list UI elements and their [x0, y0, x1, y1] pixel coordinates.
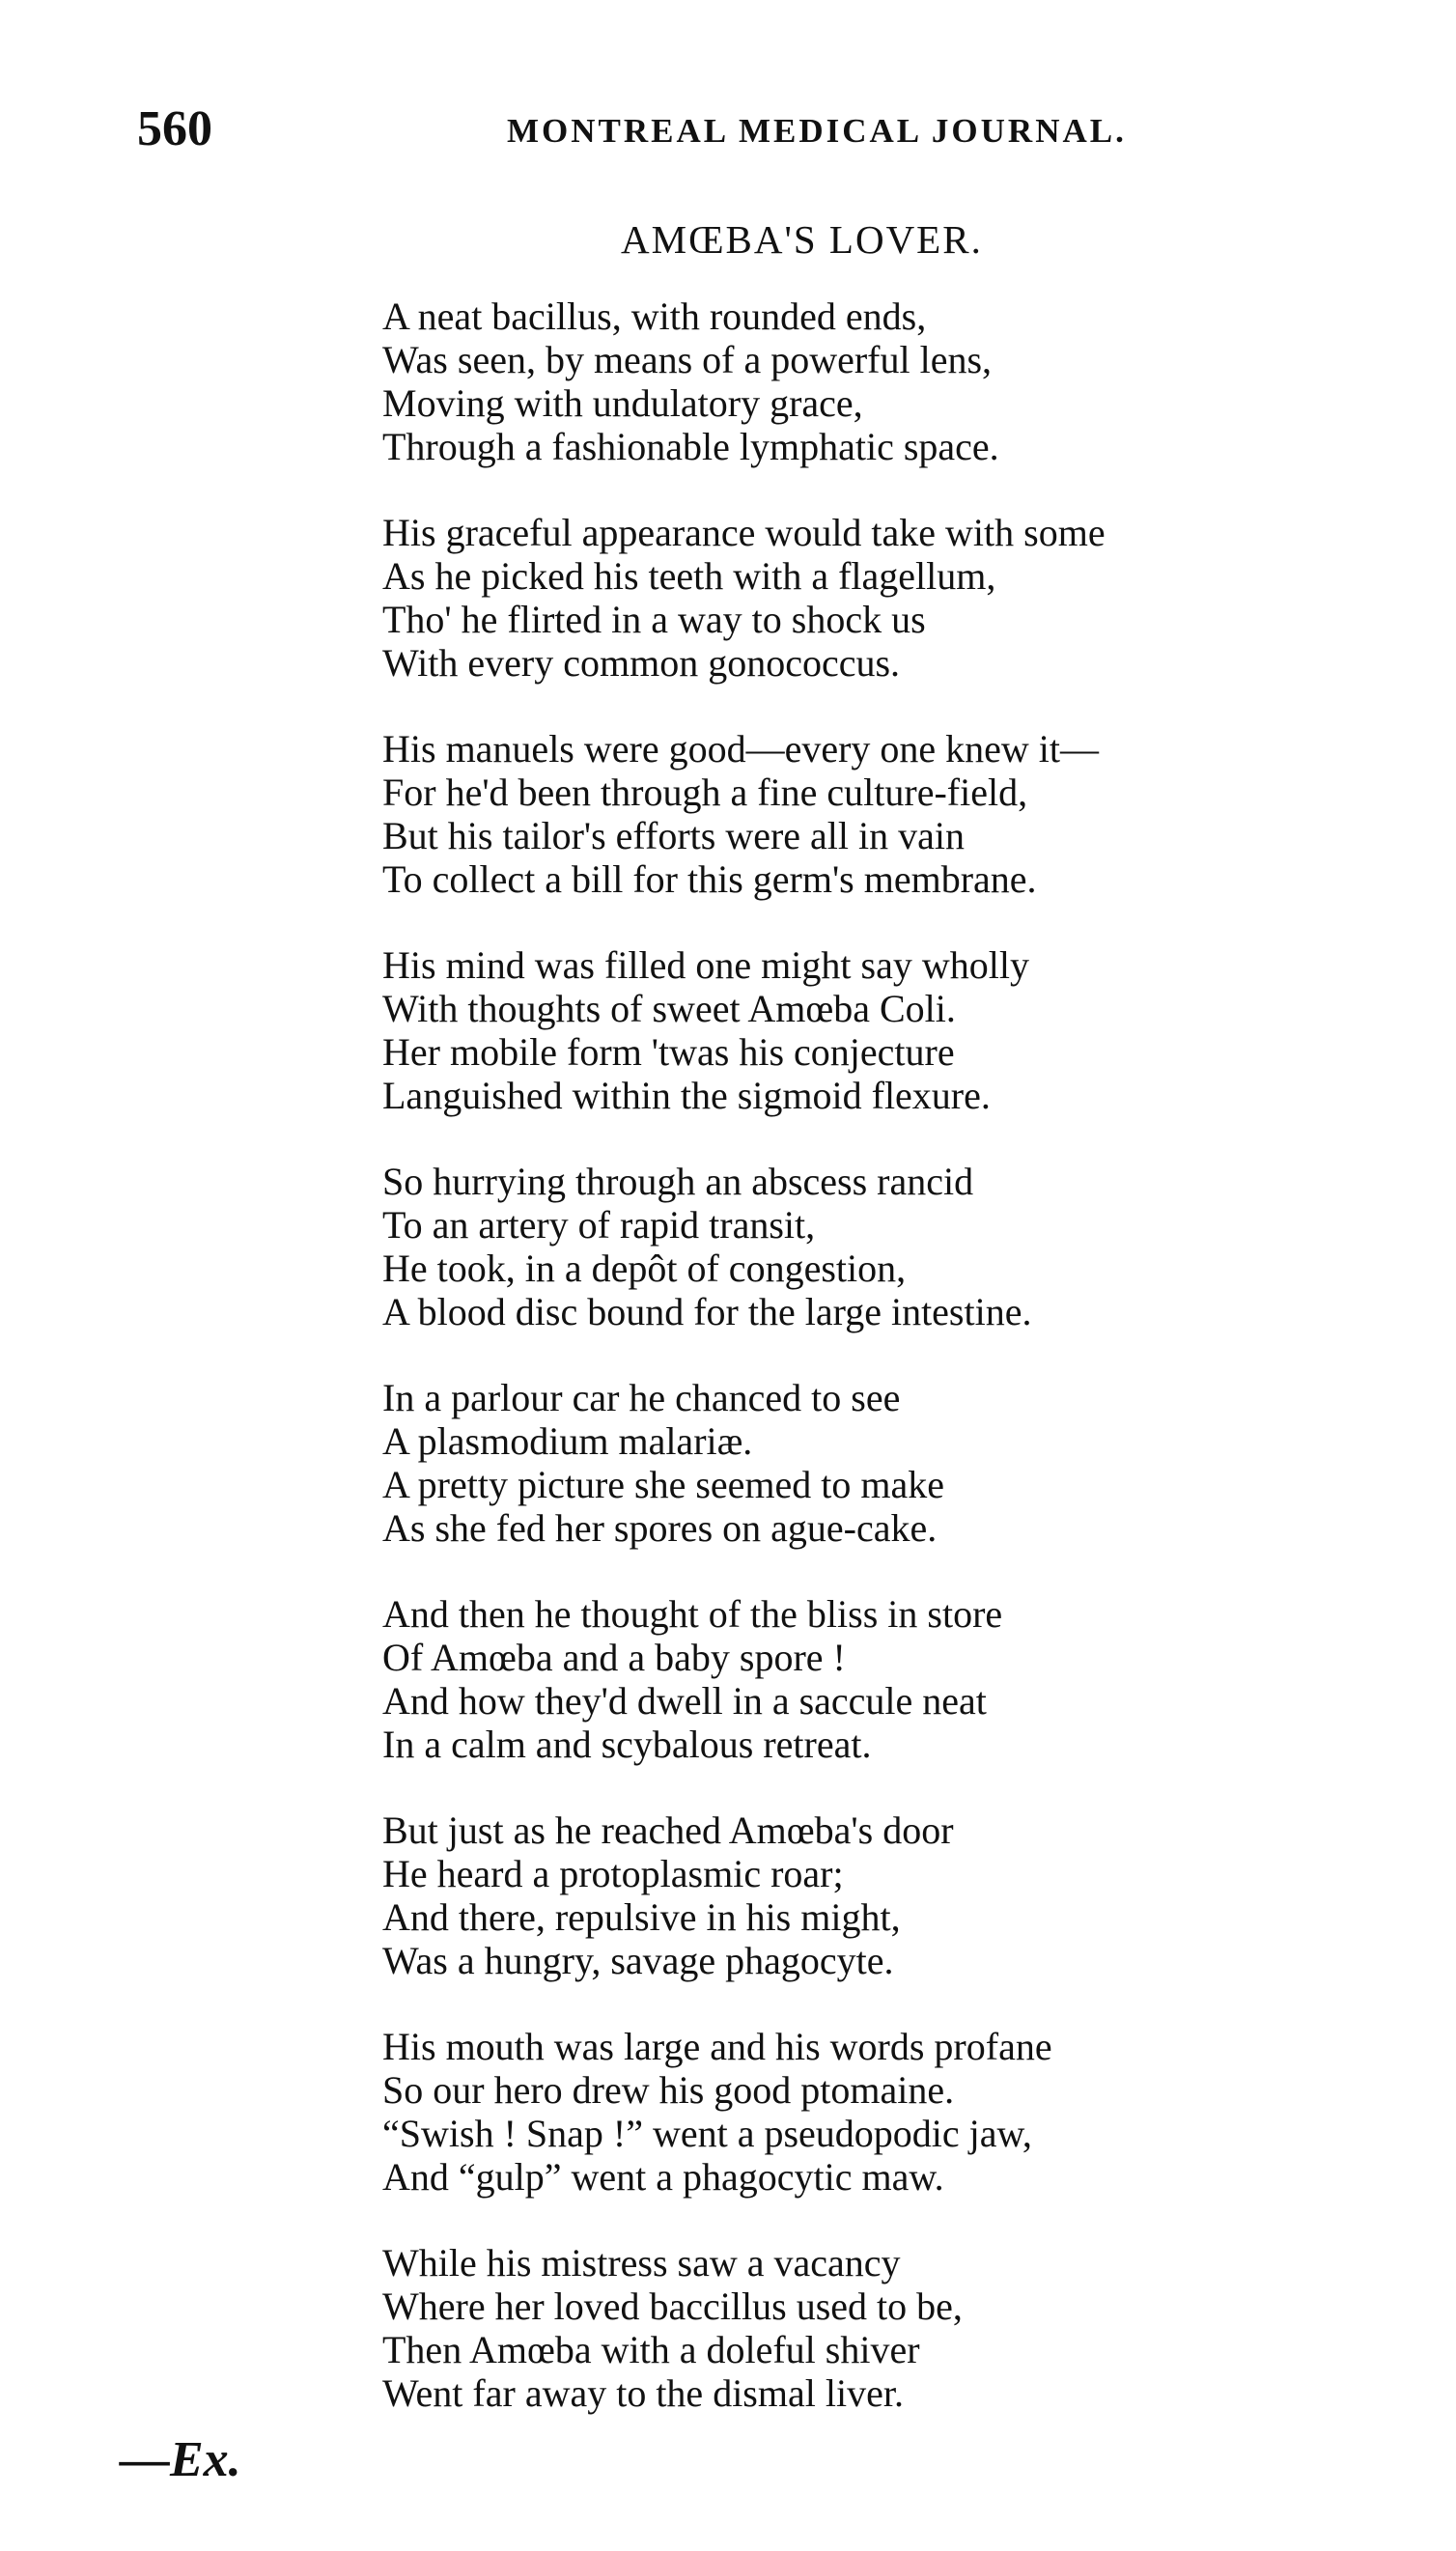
poem-line: As he picked his teeth with a flagellum, [382, 554, 996, 598]
stanza-5 [382, 1160, 1406, 1333]
poem-line: And how they'd dwell in a saccule neat [382, 1679, 987, 1723]
poem-line: And then he thought of the bliss in store [382, 1592, 1003, 1636]
poem-line: To an artery of rapid transit, [382, 1203, 816, 1247]
poem-line: Languished within the sigmoid flexure. [382, 1074, 991, 1117]
poem-title: AMŒBA'S LOVER. [621, 217, 983, 262]
poem-body [382, 294, 1406, 2457]
poem-line: His mind was filled one might say wholly [382, 943, 1029, 987]
poem-line: So hurrying through an abscess rancid [382, 1160, 974, 1203]
poem-line: And “gulp” went a phagocytic maw. [382, 2155, 944, 2199]
source-attribution: —Ex. [120, 2432, 241, 2487]
poem-line: Through a fashionable lymphatic space. [382, 425, 999, 468]
poem-line: His manuels were good—every one knew it— [382, 727, 1100, 771]
poem-line: “Swish ! Snap !” went a pseudopodic jaw, [382, 2112, 1032, 2155]
poem-line: To collect a bill for this germ's membrane. [382, 857, 1037, 901]
poem-line: Went far away to the dismal liver. [382, 2371, 904, 2415]
poem-line: Tho' he flirted in a way to shock us [382, 598, 926, 641]
stanza-6 [382, 1376, 1406, 1550]
poem-line: He took, in a depôt of congestion, [382, 1247, 907, 1290]
stanza-1 [382, 294, 1406, 468]
poem-line: Was seen, by means of a powerful lens, [382, 338, 993, 381]
poem-line: His graceful appearance would take with some [382, 511, 1106, 554]
poem-line: In a calm and scybalous retreat. [382, 1723, 872, 1766]
poem-line: Moving with undulatory grace, [382, 381, 863, 425]
running-head: MONTREAL MEDICAL JOURNAL. [507, 112, 1127, 150]
stanza-10 [382, 2241, 1406, 2415]
stanza-9 [382, 2025, 1406, 2199]
poem-line: He heard a protoplasmic roar; [382, 1852, 844, 1895]
poem-line: Of Amœba and a baby spore ! [382, 1636, 846, 1679]
poem-line: Was a hungry, savage phagocyte. [382, 1939, 894, 1982]
poem-line: In a parlour car he chanced to see [382, 1376, 901, 1419]
stanza-8 [382, 1808, 1406, 1982]
poem-line: With every common gonococcus. [382, 641, 901, 685]
stanza-2 [382, 511, 1406, 685]
poem-line: A neat bacillus, with rounded ends, [382, 294, 927, 338]
poem-line: A plasmodium malariæ. [382, 1419, 753, 1463]
poem-line: But his tailor's efforts were all in vain [382, 814, 966, 857]
poem-line: So our hero drew his good ptomaine. [382, 2068, 955, 2112]
poem-line: A blood disc bound for the large intestine. [382, 1290, 1032, 1333]
poem-line: While his mistress saw a vacancy [382, 2241, 901, 2285]
page-number: 560 [137, 101, 212, 156]
poem-line: Her mobile form 'twas his conjecture [382, 1030, 955, 1074]
poem-line: His mouth was large and his words profane [382, 2025, 1052, 2068]
poem-line: For he'd been through a fine culture-field, [382, 771, 1028, 814]
poem-line: With thoughts of sweet Amœba Coli. [382, 987, 956, 1030]
stanza-3 [382, 727, 1406, 901]
stanza-4 [382, 943, 1406, 1117]
poem-line: Then Amœba with a doleful shiver [382, 2328, 920, 2371]
poem-line: Where her loved baccillus used to be, [382, 2285, 963, 2328]
poem-line: And there, repulsive in his might, [382, 1895, 901, 1939]
poem-line: As she fed her spores on ague-cake. [382, 1506, 938, 1550]
poem-line: But just as he reached Amœba's door [382, 1808, 954, 1852]
poem-line: A pretty picture she seemed to make [382, 1463, 945, 1506]
stanza-7 [382, 1592, 1406, 1766]
